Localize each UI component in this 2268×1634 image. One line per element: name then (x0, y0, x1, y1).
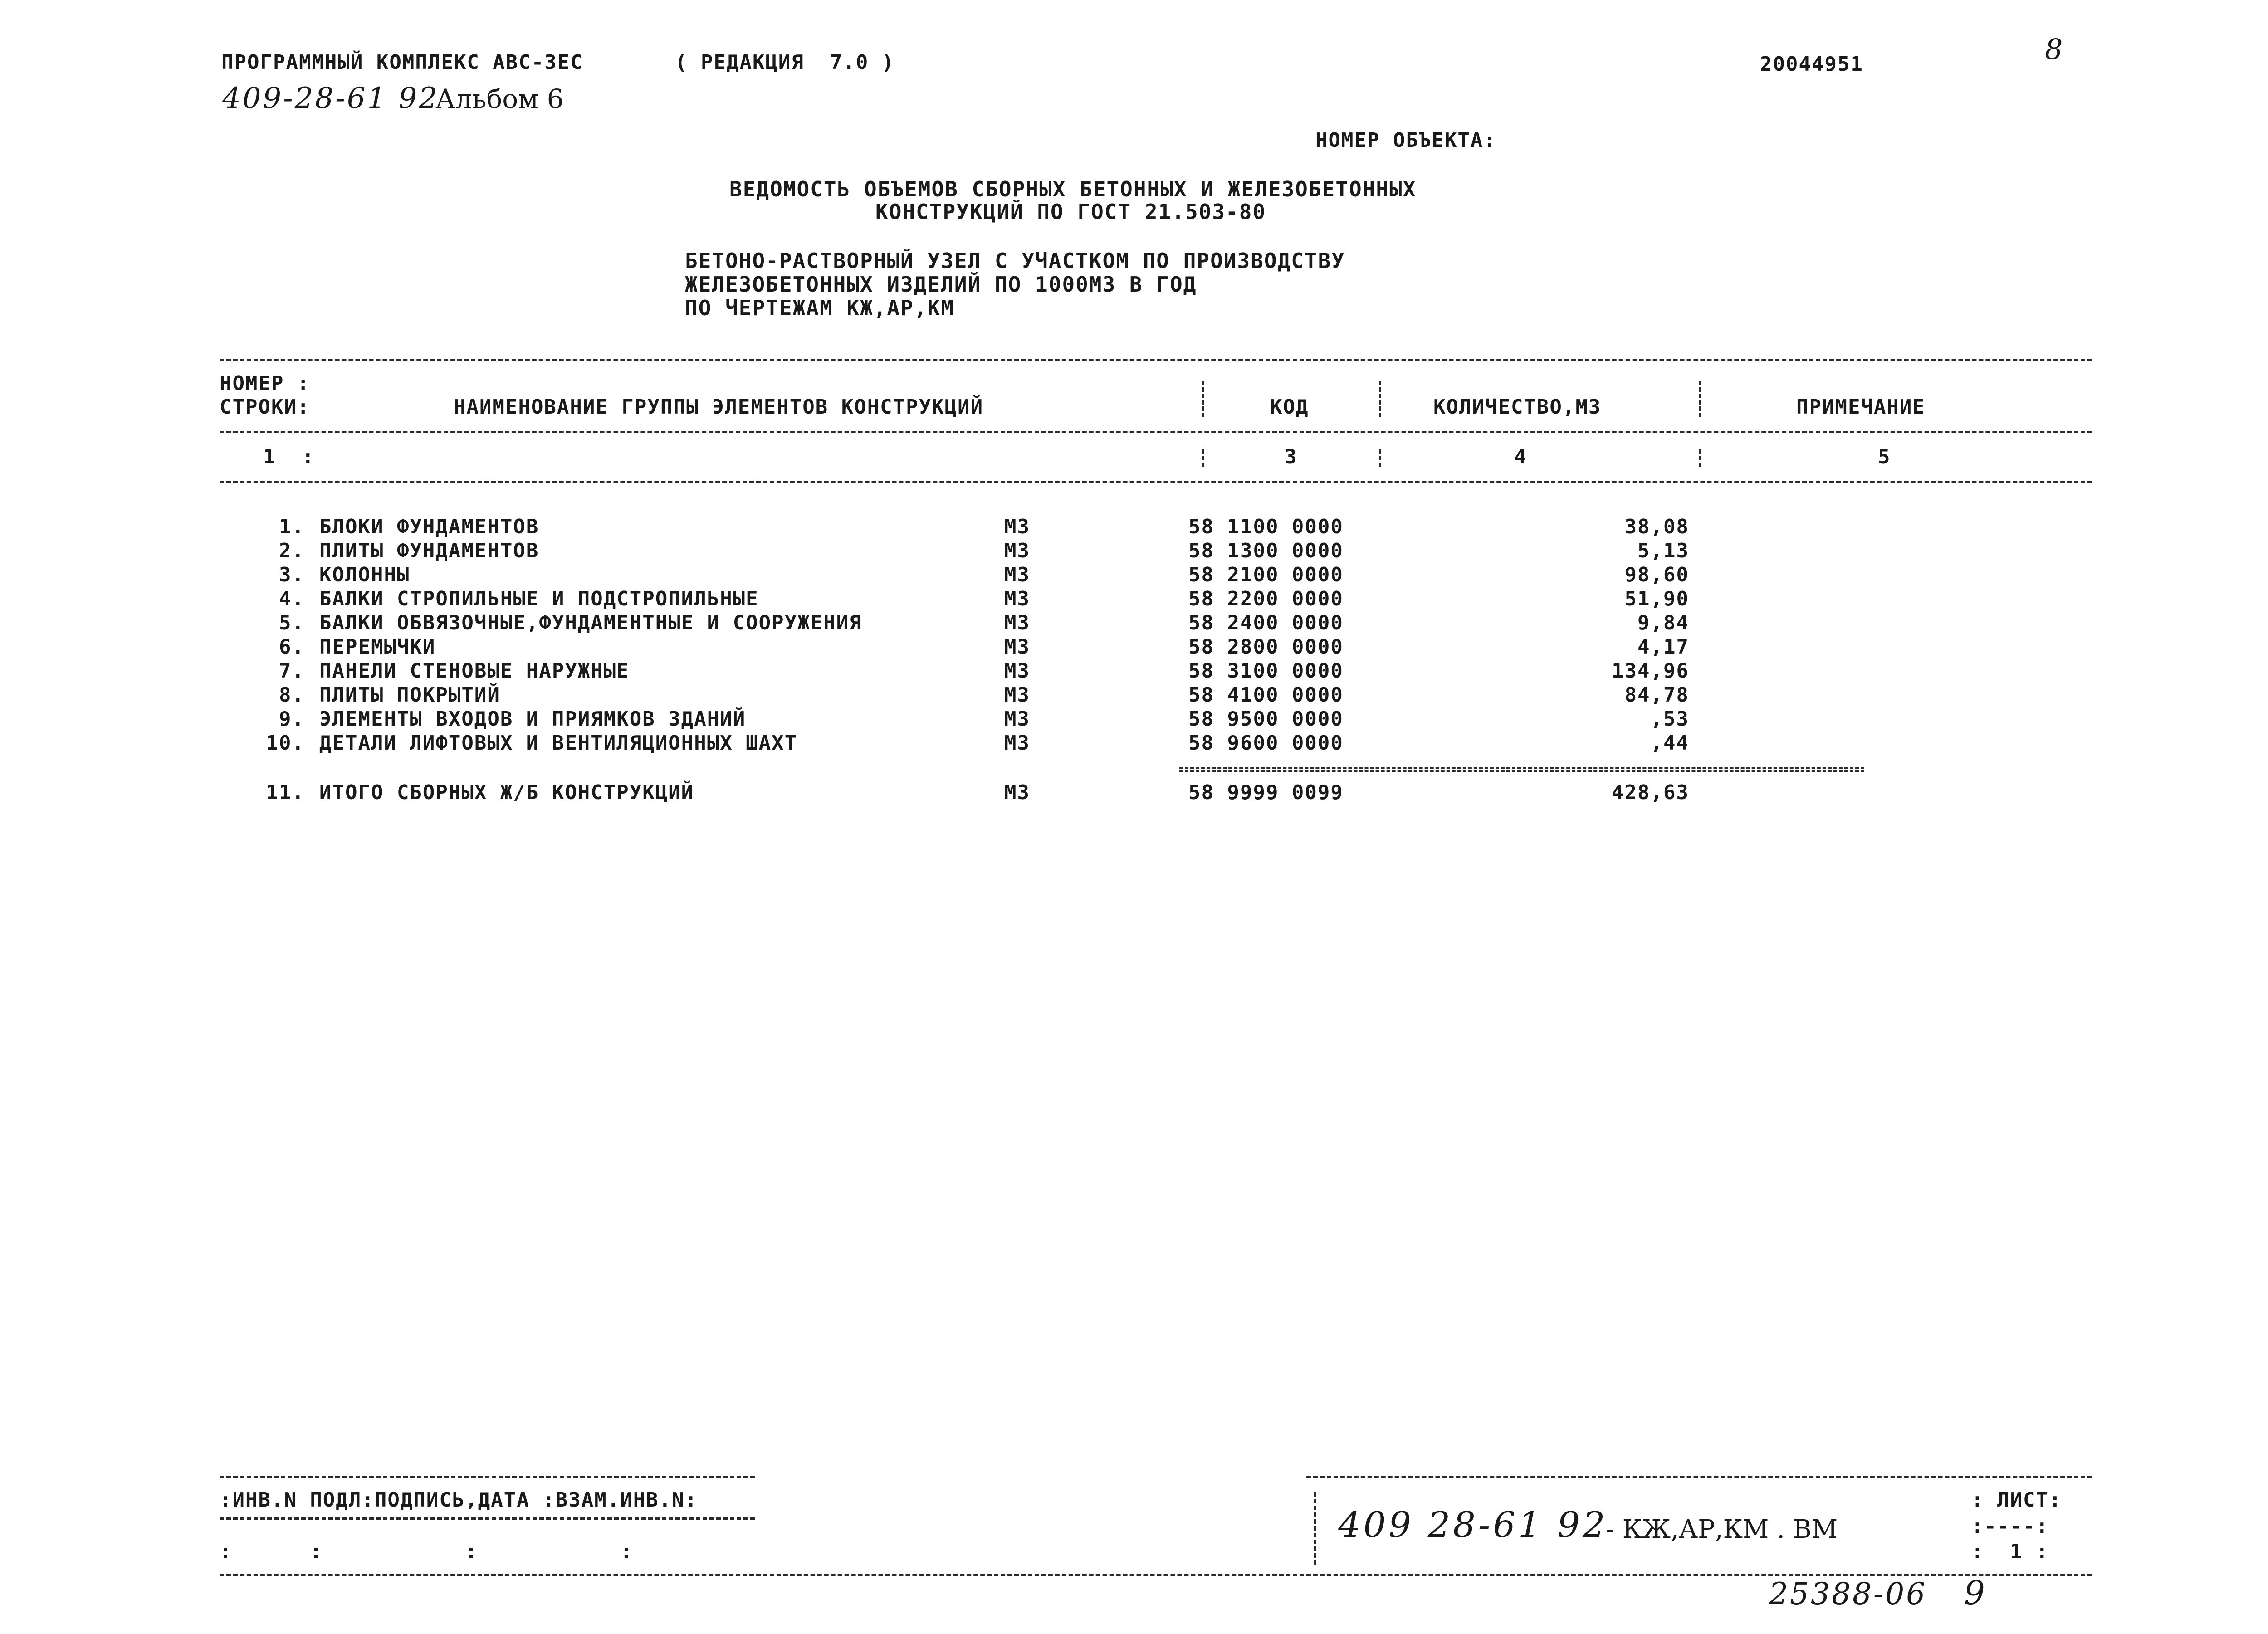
total-name: ИТОГО СБОРНЫХ Ж/Б КОНСТРУКЦИЙ (319, 781, 694, 804)
archive-number: 25388-06 (1769, 1576, 1927, 1611)
stamp-left-mid-rule (220, 1517, 755, 1520)
row-number: 3. (279, 563, 305, 586)
row-qty: 9,84 (1637, 611, 1689, 634)
total-unit: М3 (1004, 781, 1030, 804)
col-number-4: 4 (1514, 445, 1527, 468)
col-row-number-line1: НОМЕР : (220, 372, 310, 395)
stamp-doc-code: 409 28-61 92 (1338, 1505, 1608, 1546)
row-code: 58 2100 0000 (1188, 563, 1344, 586)
col-number-3: 3 (1285, 445, 1298, 468)
total-row (0, 781, 2268, 805)
stamp-left-top-rule (220, 1476, 755, 1478)
table-row (0, 659, 2268, 683)
row-qty: 84,78 (1624, 683, 1689, 707)
table-row (0, 563, 2268, 587)
col-number-5: 5 (1878, 445, 1891, 468)
header-separator (1379, 381, 1381, 417)
album-label: Альбом 6 (435, 83, 564, 114)
header-rule (220, 431, 2092, 433)
row-name: ПЛИТЫ ФУНДАМЕНТОВ (319, 539, 539, 562)
col-note-header: ПРИМЕЧАНИЕ (1796, 395, 1926, 419)
colnum-separator (1379, 449, 1381, 467)
row-unit: М3 (1004, 707, 1030, 731)
table-row (0, 587, 2268, 611)
row-unit: М3 (1004, 683, 1030, 707)
row-number: 7. (279, 659, 305, 683)
row-qty: 38,08 (1624, 515, 1689, 538)
col-code-header: КОД (1270, 395, 1309, 419)
table-row (0, 635, 2268, 659)
row-code: 58 2800 0000 (1188, 635, 1344, 658)
row-code: 58 9500 0000 (1188, 707, 1344, 731)
stamp-sheet-separator: :----: (1971, 1515, 2049, 1538)
row-name: ПЛИТЫ ПОКРЫТИЙ (319, 683, 500, 707)
row-name: БАЛКИ ОБВЯЗОЧНЫЕ,ФУНДАМЕНТНЫЕ И СООРУЖЕНИЯ (319, 611, 862, 634)
colnum-separator (1202, 449, 1204, 467)
row-name: БАЛКИ СТРОПИЛЬНЫЕ И ПОДСТРОПИЛЬНЫЕ (319, 587, 759, 610)
row-number: 5. (279, 611, 305, 634)
title-line-1: ВЕДОМОСТЬ ОБЪЕМОВ СБОРНЫХ БЕТОННЫХ И ЖЕЛЕЗОБЕТОННЫХ (729, 177, 1417, 201)
row-code: 58 1300 0000 (1188, 539, 1344, 562)
row-number: 6. (279, 635, 305, 658)
row-unit: М3 (1004, 659, 1030, 683)
header-separator (1699, 381, 1701, 417)
stamp-columns-empty: : : : : (220, 1540, 633, 1563)
table-row (0, 539, 2268, 563)
row-code: 58 1100 0000 (1188, 515, 1344, 538)
row-code: 58 3100 0000 (1188, 659, 1344, 683)
object-number-label: НОМЕР ОБЪЕКТА: (1315, 129, 1496, 152)
stamp-bottom-rule (220, 1574, 2092, 1576)
album-code: 409-28-61 92 (222, 82, 440, 115)
row-qty: ,44 (1650, 732, 1689, 755)
table-row (0, 683, 2268, 707)
total-double-rule (1179, 767, 1864, 772)
row-number: 9. (279, 707, 305, 731)
row-unit: М3 (1004, 563, 1030, 586)
row-unit: М3 (1004, 732, 1030, 755)
total-qty: 428,63 (1612, 781, 1689, 804)
header-separator (1202, 381, 1204, 417)
row-name: БЛОКИ ФУНДАМЕНТОВ (319, 515, 539, 538)
row-unit: М3 (1004, 611, 1030, 634)
row-qty: 134,96 (1612, 659, 1689, 683)
row-code: 58 9600 0000 (1188, 732, 1344, 755)
edition-label: ( РЕДАКЦИЯ 7.0 ) (675, 51, 895, 74)
table-row (0, 515, 2268, 539)
program-name: ПРОГРАММНЫЙ КОМПЛЕКС АВС-3ЕС (221, 51, 583, 74)
row-name: ПЕРЕМЫЧКИ (319, 635, 436, 658)
stamp-columns-label: :ИНВ.N ПОДЛ:ПОДПИСЬ,ДАТА :ВЗАМ.ИНВ.N: (220, 1488, 698, 1512)
row-number: 4. (279, 587, 305, 610)
row-name: ДЕТАЛИ ЛИФТОВЫХ И ВЕНТИЛЯЦИОННЫХ ШАХТ (319, 732, 798, 755)
stamp-sheet-value: : 1 : (1971, 1540, 2049, 1563)
table-row (0, 732, 2268, 756)
row-name: ЭЛЕМЕНТЫ ВХОДОВ И ПРИЯМКОВ ЗДАНИЙ (319, 707, 746, 731)
row-name: КОЛОННЫ (319, 563, 410, 586)
col-qty-header: КОЛИЧЕСТВО,М3 (1433, 395, 1602, 419)
table-row (0, 707, 2268, 732)
col-name-header: НАИМЕНОВАНИЕ ГРУППЫ ЭЛЕМЕНТОВ КОНСТРУКЦИЙ (454, 395, 984, 419)
col-row-number-line2: СТРОКИ: (220, 395, 310, 419)
archive-sheet-number: 9 (1964, 1574, 1985, 1612)
total-code: 58 9999 0099 (1188, 781, 1344, 804)
col-number-1: 1 : (263, 445, 315, 468)
row-qty: 98,60 (1624, 563, 1689, 586)
total-number: 11. (266, 781, 305, 804)
table-top-rule (220, 359, 2092, 361)
row-name: ПАНЕЛИ СТЕНОВЫЕ НАРУЖНЫЕ (319, 659, 630, 683)
row-unit: М3 (1004, 515, 1030, 538)
title-line-2: КОНСТРУКЦИЙ ПО ГОСТ 21.503-80 (875, 200, 1266, 224)
stamp-sheet-label: : ЛИСТ: (1971, 1488, 2062, 1512)
stamp-doc-suffix: - КЖ,АР,КМ . ВМ (1606, 1515, 1838, 1544)
subtitle-line-1: БЕТОНО-РАСТВОРНЫЙ УЗЕЛ С УЧАСТКОМ ПО ПРОИЗВОДСТВУ (685, 249, 1345, 273)
colnum-separator (1699, 449, 1701, 467)
row-code: 58 2200 0000 (1188, 587, 1344, 610)
subtitle-line-2: ЖЕЛЕЗОБЕТОННЫХ ИЗДЕЛИЙ ПО 1000М3 В ГОД (685, 272, 1197, 297)
table-row (0, 611, 2268, 635)
document-number: 20044951 (1760, 53, 1863, 76)
row-number: 8. (279, 683, 305, 707)
page-mark: 8 (2045, 33, 2063, 66)
row-qty: 5,13 (1637, 539, 1689, 562)
row-qty: 4,17 (1637, 635, 1689, 658)
row-number: 10. (266, 732, 305, 755)
stamp-right-top-rule (1306, 1476, 2092, 1478)
row-number: 1. (279, 515, 305, 538)
stamp-separator (1314, 1492, 1316, 1565)
row-qty: 51,90 (1624, 587, 1689, 610)
row-unit: М3 (1004, 635, 1030, 658)
row-unit: М3 (1004, 587, 1030, 610)
row-number: 2. (279, 539, 305, 562)
subtitle-line-3: ПО ЧЕРТЕЖАМ КЖ,АР,КМ (685, 296, 954, 320)
row-qty: ,53 (1650, 707, 1689, 731)
header-bottom-rule (220, 481, 2092, 483)
row-unit: М3 (1004, 539, 1030, 562)
row-code: 58 4100 0000 (1188, 683, 1344, 707)
row-code: 58 2400 0000 (1188, 611, 1344, 634)
